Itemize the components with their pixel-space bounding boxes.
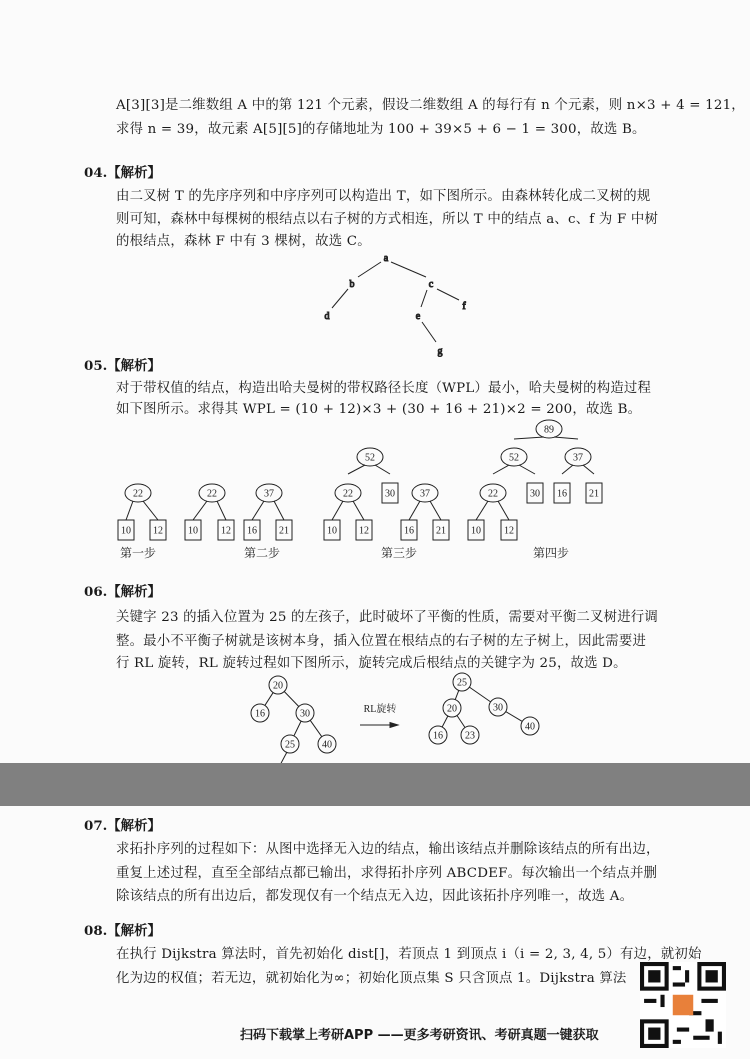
edge	[294, 721, 301, 736]
edge	[554, 437, 578, 439]
rotation-label: RL旋转	[363, 704, 397, 715]
node-label: 37	[264, 488, 274, 500]
edge	[476, 501, 488, 520]
node-label: 20	[447, 703, 457, 715]
q08-line: 在执行 Dijkstra 算法时，首先初始化 dist[]，若顶点 1 到顶点 i（i = 2, 3, 4, 5）有边，就初始	[116, 947, 702, 962]
q07-line: 求拓扑序列的过程如下：从图中选择无入边的结点，输出该结点并删除该结点的所有出边，	[116, 842, 660, 857]
q07-line: 除该结点的所有出边后，都发现仅有一个结点无入边，因此该拓扑序列唯一，故选 A。	[116, 889, 634, 904]
tree-node-g: g	[437, 346, 443, 357]
q04-line: 由二叉树 T 的先序序列和中序序列可以构造出 T，如下图所示。由森林转化成二叉树的规	[116, 189, 651, 204]
node-label: 30	[493, 702, 503, 714]
gray-band	[0, 763, 750, 806]
node-label: 10	[121, 525, 131, 537]
node-label: 37	[420, 488, 430, 500]
node-label: 25	[457, 677, 467, 689]
node-label: 22	[343, 488, 353, 500]
q08-line: 化为边的权值；若无边，就初始化为∞；初始化顶点集 S 只含顶点 1。Dijkstra 算法	[116, 971, 627, 986]
edge	[274, 501, 284, 520]
tree-node-c: c	[428, 279, 434, 290]
node-label: 16	[433, 730, 443, 742]
tree-node-f: f	[462, 301, 466, 312]
q04-header: 04.【解析】	[84, 165, 161, 181]
q03-line: A[3][3]是二维数组 A 中的第 121 个元素，假设二维数组 A 的每行有 n 个元素，则 n×3 + 4 = 121，	[116, 98, 745, 113]
q06-header: 06.【解析】	[84, 584, 161, 600]
edge	[265, 693, 273, 706]
edge	[143, 501, 158, 520]
edge	[430, 501, 441, 520]
edge	[498, 501, 509, 520]
footer-promo: 扫码下载掌上考研APP ——更多考研资讯、考研真题一键获取	[240, 1028, 599, 1043]
tree-node-e: e	[415, 311, 421, 322]
edge	[252, 501, 264, 520]
node-label: 10	[327, 525, 337, 537]
node-label: 16	[557, 488, 567, 500]
edge	[310, 720, 322, 736]
node-label: 22	[133, 488, 143, 500]
edge	[409, 501, 420, 520]
q05-line: 如下图所示。求得其 WPL = (10 + 12)×3 + (30 + 16 + 21)×2 = 200，故选 B。	[116, 402, 642, 417]
node-label: 52	[365, 452, 375, 464]
q06-line: 整。最小不平衡子树就是该树本身，插入位置在根结点的右子树的左子树上，因此需要进	[116, 634, 647, 649]
edge	[332, 501, 343, 520]
step-label: 第一步	[119, 546, 157, 560]
q05-header: 05.【解析】	[84, 358, 161, 374]
step-label: 第二步	[243, 546, 281, 560]
node-label: 12	[153, 525, 163, 537]
edge	[457, 715, 465, 727]
edge	[562, 465, 573, 474]
arrow-head-icon	[390, 723, 398, 728]
tree-node-a: a	[383, 253, 389, 264]
edge	[442, 716, 448, 727]
q06-line: 行 RL 旋转，RL 旋转过程如下图所示，旋转完成后根结点的关键字为 25，故选 D。	[116, 656, 627, 671]
node-label: 23	[465, 730, 475, 742]
node-label: 12	[359, 525, 369, 537]
edge	[455, 690, 459, 699]
node-label: 12	[504, 525, 514, 537]
q04-line: 则可知，森林中每棵树的根结点以右子树的方式相连，所以 T 中的结点 a、c、f 为 F 中树	[116, 212, 659, 227]
node-label: 52	[509, 452, 519, 464]
node-label: 20	[273, 680, 283, 692]
node-label: 30	[300, 708, 310, 720]
edge	[506, 712, 523, 722]
node-label: 16	[255, 708, 265, 720]
edge	[126, 501, 133, 520]
step-label: 第三步	[380, 546, 418, 560]
tree-node-b: b	[349, 279, 355, 290]
q07-header: 07.【解析】	[84, 818, 161, 834]
node-label: 30	[530, 488, 540, 500]
node-label: 16	[404, 525, 414, 537]
node-label: 12	[221, 525, 231, 537]
node-label: 37	[573, 452, 583, 464]
node-label: 30	[385, 488, 395, 500]
node-label: 22	[488, 488, 498, 500]
step-label: 第四步	[532, 546, 570, 560]
edge	[348, 465, 365, 474]
node-label: 40	[322, 739, 332, 751]
node-label: 16	[247, 525, 257, 537]
node-label: 10	[471, 525, 481, 537]
edge	[493, 465, 509, 474]
huffman-steps	[118, 420, 602, 560]
node-label: 10	[188, 525, 198, 537]
edge	[514, 437, 544, 439]
edge	[469, 687, 490, 702]
q03-line: 求得 n = 39，故元素 A[5][5]的存储地址为 100 + 39×5 + 6 − 1 = 300，故选 B。	[116, 122, 646, 137]
tree-node-d: d	[324, 311, 330, 322]
edge	[284, 691, 299, 706]
q08-header: 08.【解析】	[84, 923, 161, 939]
q05-line: 对于带权值的结点，构造出哈夫曼树的带权路径长度（WPL）最小，哈夫曼树的构造过程	[116, 381, 652, 396]
node-label: 21	[589, 488, 599, 500]
q04-line: 的根结点，森林 F 中有 3 棵树，故选 C。	[116, 234, 371, 249]
binary-tree-t	[325, 253, 467, 357]
node-label: 21	[279, 525, 289, 537]
edge	[193, 501, 207, 520]
qr-code-icon[interactable]	[640, 962, 726, 1048]
node-label: 89	[544, 424, 554, 436]
node-label: 25	[285, 739, 295, 751]
node-label: 22	[207, 488, 217, 500]
edge	[353, 501, 364, 520]
node-label: 21	[436, 525, 446, 537]
edge	[217, 501, 226, 520]
edge	[583, 465, 594, 474]
q06-line: 关键字 23 的插入位置为 25 的左孩子，此时破坏了平衡的性质，需要对平衡二叉树进行调	[116, 610, 658, 625]
node-label: 40	[525, 721, 535, 733]
edge	[375, 465, 390, 474]
avl-rotation	[251, 673, 539, 767]
q07-line: 重复上述过程，直至全部结点都已输出，求得拓扑序列 ABCDEF。每次输出一个结点并删	[116, 866, 658, 881]
edge	[519, 465, 535, 474]
